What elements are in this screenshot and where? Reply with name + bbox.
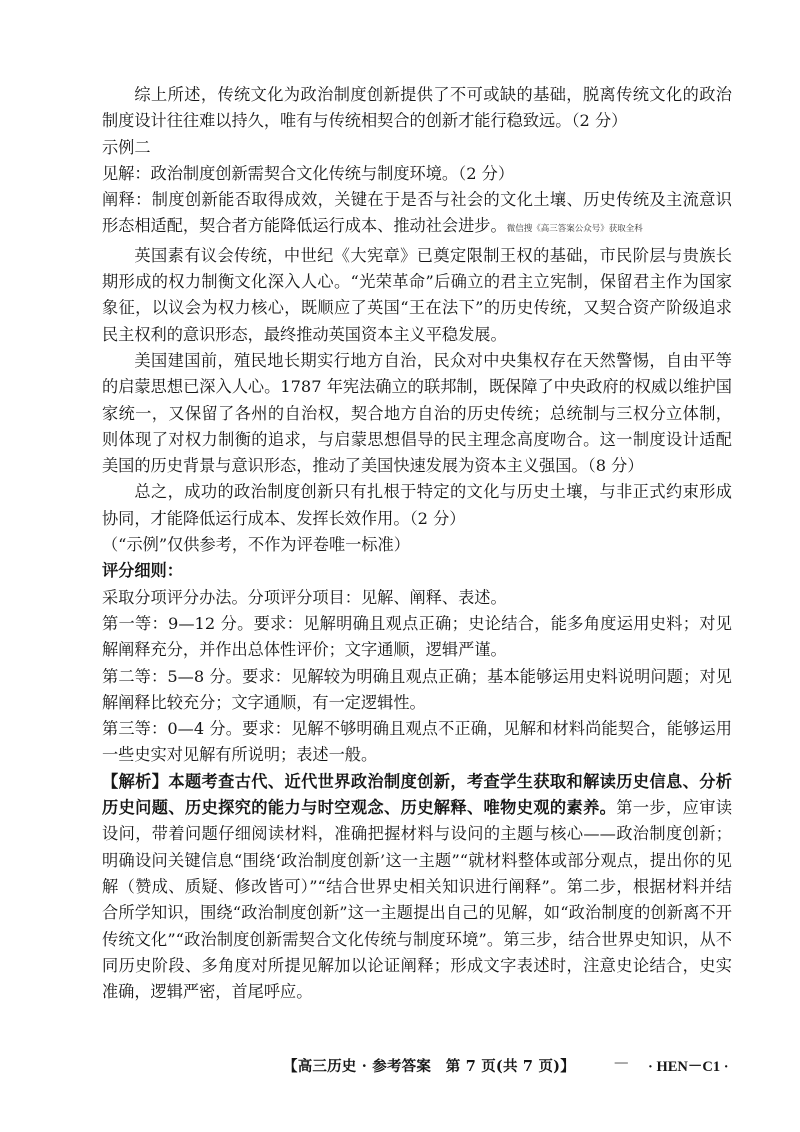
footer-dash: —: [614, 1055, 629, 1071]
grade-2-criteria: 第二等：5—8 分。要求：见解较为明确且观点正确；基本能够运用史料说明问题；对见解阐释比较充分；文字通顺，有一定逻辑性。: [102, 666, 732, 712]
analysis-rest-text: 第一步，应审读设问，带着问题仔细阅读材料，准确把握材料与设问的主题与核心——政治制度创新；明确设问关键信息“围绕‘政治制度创新’这一主题”“就材料整体或部分观点，提出你的见解（赞成、质疑、修改皆可）”“结合世界史相关知识进行阐释”。第二步，根据材料并结合所学知识，围绕“政治制度创新”这一主题提出自己的见解，如“政治制度的创新离不开传统文化”“政治制度创新需契合文化传统与制度环境”。第三步，结合世界史知识，从不同历史阶段、多角度对所提见解加以论证阐释；形成文字表述时，注意史论结合，史实准确，逻辑严密，首尾呼应。: [102, 798, 733, 1002]
explanation-text: 阐释：制度创新能否取得成效，关键在于是否与社会的文化土壤、历史传统及主流意识形态相适配，契合者方能降低运行成本、推动社会进步。: [102, 190, 732, 236]
example-note: （“示例”仅供参考，不作为评卷唯一标准）: [102, 535, 410, 555]
watermark-note: 微信搜《高三答案公众号》获取全科: [506, 224, 643, 235]
viewpoint-line: 见解：政治制度创新需契合文化传统与制度环境。（2 分）: [102, 163, 515, 183]
analysis-bold-text: 本题考查古代、近代世界政治制度创新，考查学生获取和解读历史信息、分析历史问题、历史探究的能力与时空观念、历史解释、唯物史观的素养。: [102, 771, 732, 818]
footer-code: · HEN－C1 ·: [648, 1059, 729, 1075]
usa-paragraph: 美国建国前，殖民地长期实行地方自治，民众对中央集权存在天然警惕，自由平等的启蒙思想已深入人心。1787 年宪法确立的联邦制，既保障了中央政府的权威以维护国家统一，又保留了各州的自治权，契合地方自治的历史传统；总统制与三权分立体制，则体现了对权力制衡的追求，与启蒙思想倡导的民主理念高度吻合。这一制度设计适配美国的历史背景与意识形态，推动了美国快速发展为资本主义强国。（8 分）: [102, 350, 732, 476]
answer-document: [102, 82, 732, 1005]
analysis-label: 【解析】: [102, 771, 169, 791]
summary-paragraph-1: 综上所述，传统文化为政治制度创新提供了不可或缺的基础，脱离传统文化的政治制度设计往往难以持久，唯有与传统相契合的创新才能行稳致远。（2 分）: [102, 85, 732, 131]
example-2-heading: 示例二: [102, 137, 151, 157]
summary-paragraph-2: 总之，成功的政治制度创新只有扎根于特定的文化与历史土壤，与非正式约束形成协同，才能降低运行成本、发挥长效作用。（2 分）: [102, 482, 732, 528]
rubric-heading: 评分细则：: [102, 561, 183, 581]
analysis-paragraph: [102, 769, 732, 1006]
grade-3-criteria: 第三等：0—4 分。要求：见解不够明确且观点不正确，见解和材料尚能契合，能够运用一些史实对见解有所说明；表述一般。: [102, 719, 732, 765]
grade-1-criteria: 第一等：9—12 分。要求：见解明确且观点正确；史论结合，能多角度运用史料；对见解阐释充分，并作出总体性评价；文字通顺，逻辑严谨。: [102, 613, 732, 660]
rubric-method: 采取分项评分办法。分项评分项目：见解、阐释、表述。: [102, 587, 507, 607]
england-paragraph: 英国素有议会传统，中世纪《大宪章》已奠定限制王权的基础，市民阶层与贵族长期形成的权力制衡文化深入人心。“光荣革命”后确立的君主立宪制，保留君主作为国家象征，以议会为权力核心，既顺应了英国“王在法下”的历史传统，又契合资产阶级追求民主权利的意识形态，最终推动英国资本主义平稳发展。: [102, 245, 732, 344]
explanation-paragraph: [102, 187, 732, 243]
page-footer: [0, 1055, 800, 1081]
footer-page-info: 【高三历史 · 参考答案 第 7 页(共 7 页)】: [283, 1058, 575, 1075]
